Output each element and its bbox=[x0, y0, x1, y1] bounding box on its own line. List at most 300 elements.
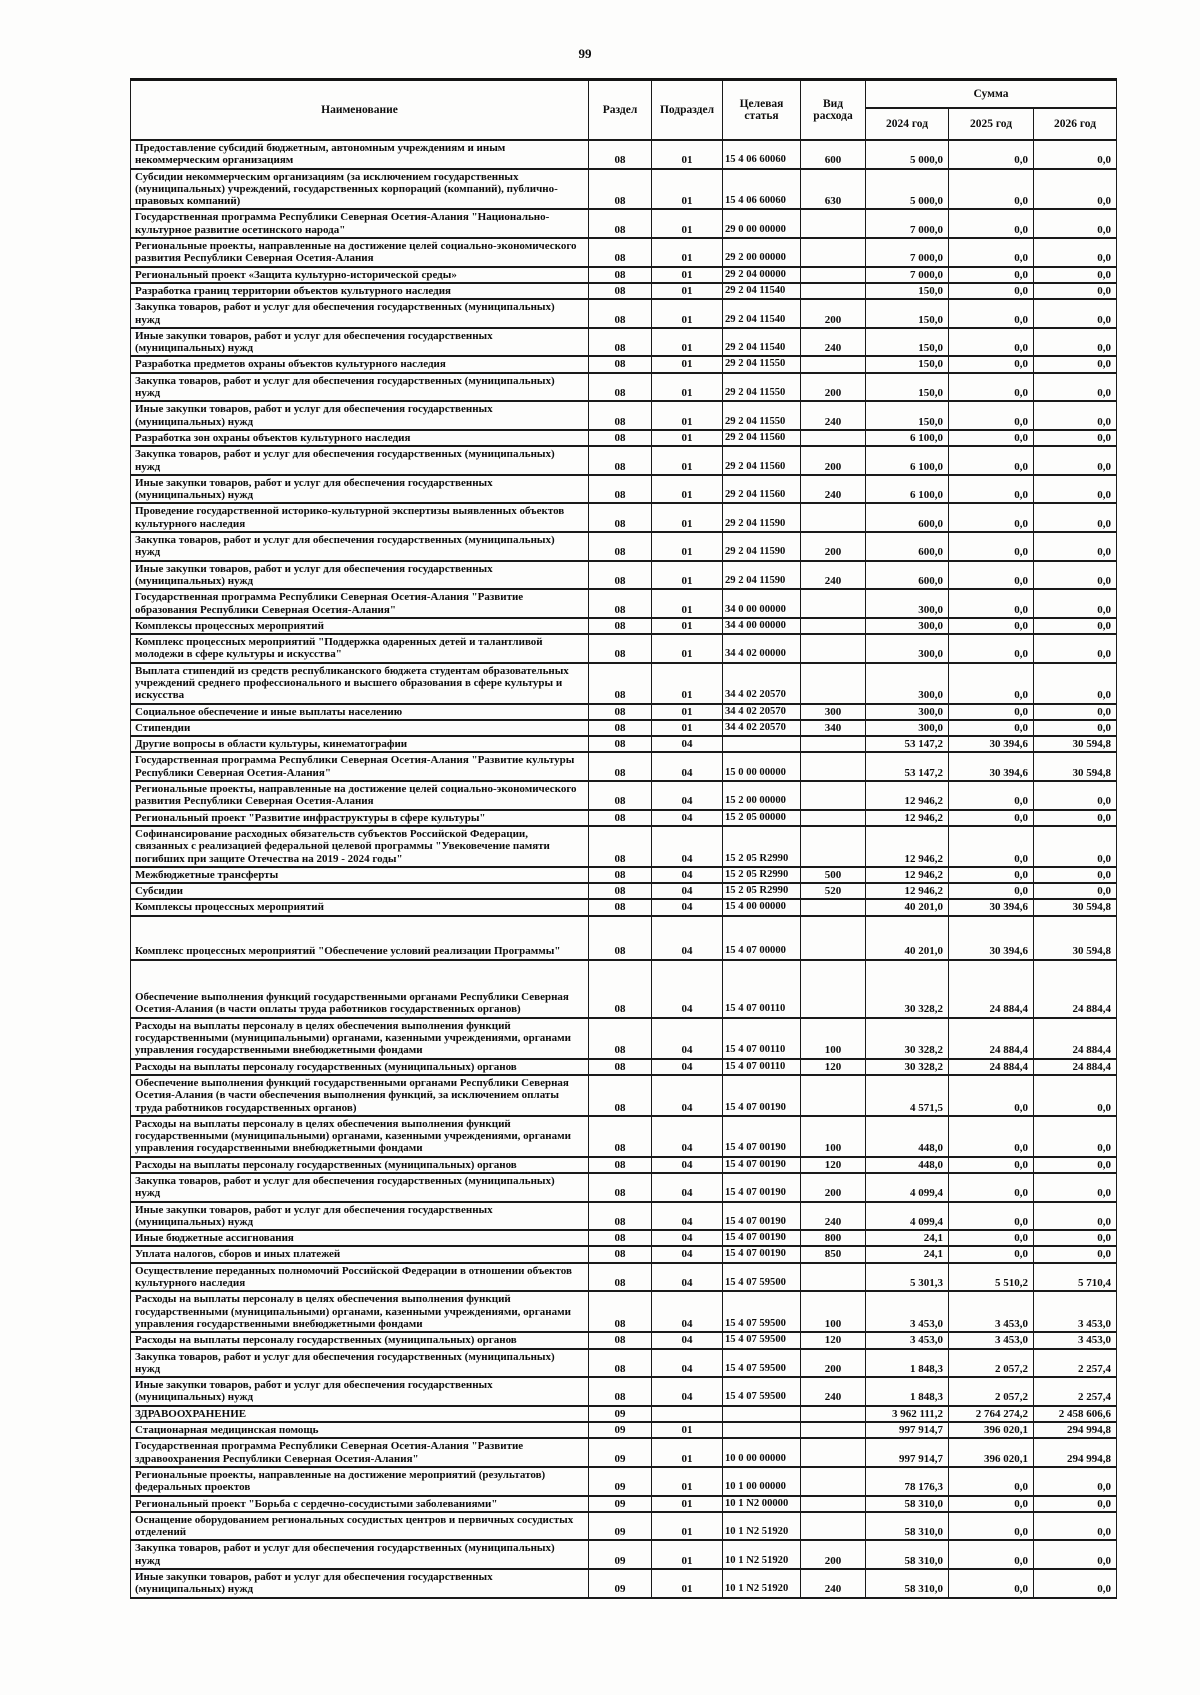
cell-target-article: 34 4 02 00000 bbox=[723, 634, 801, 663]
cell-expense-type bbox=[801, 826, 866, 867]
cell-target-article: 15 2 05 00000 bbox=[723, 810, 801, 826]
cell-target-article: 29 2 04 11590 bbox=[723, 532, 801, 561]
table-body bbox=[131, 140, 1117, 1598]
cell-sum-2026: 24 884,4 bbox=[1034, 1059, 1117, 1075]
cell-sum-2024: 12 946,2 bbox=[866, 883, 949, 899]
cell-podrazdel: 04 bbox=[652, 1377, 723, 1406]
table-row bbox=[131, 1496, 1117, 1512]
cell-sum-2024: 4 099,4 bbox=[866, 1173, 949, 1202]
cell-expense-type: 100 bbox=[801, 1291, 866, 1332]
cell-name: ЗДРАВООХРАНЕНИЕ bbox=[131, 1406, 589, 1422]
cell-expense-type: 240 bbox=[801, 401, 866, 430]
cell-name: Иные закупки товаров, работ и услуг для обеспечения государственных (муниципальных) нужд bbox=[131, 401, 589, 430]
cell-expense-type: 120 bbox=[801, 1157, 866, 1173]
cell-name: Закупка товаров, работ и услуг для обеспечения государственных (муниципальных) нужд bbox=[131, 299, 589, 328]
cell-razdel: 08 bbox=[589, 1332, 652, 1348]
table-row bbox=[131, 883, 1117, 899]
cell-expense-type: 300 bbox=[801, 704, 866, 720]
cell-sum-2024: 150,0 bbox=[866, 356, 949, 372]
cell-target-article: 15 2 05 R2990 bbox=[723, 826, 801, 867]
cell-sum-2026: 0,0 bbox=[1034, 1173, 1117, 1202]
cell-podrazdel: 01 bbox=[652, 299, 723, 328]
cell-sum-2024: 600,0 bbox=[866, 503, 949, 532]
cell-sum-2026: 0,0 bbox=[1034, 634, 1117, 663]
cell-target-article: 15 4 07 00000 bbox=[723, 916, 801, 960]
table-row bbox=[131, 475, 1117, 504]
cell-sum-2026: 0,0 bbox=[1034, 1540, 1117, 1569]
cell-expense-type bbox=[801, 356, 866, 372]
cell-sum-2026: 3 453,0 bbox=[1034, 1291, 1117, 1332]
cell-podrazdel: 01 bbox=[652, 140, 723, 169]
cell-podrazdel: 04 bbox=[652, 1075, 723, 1116]
cell-sum-2025: 2 764 274,2 bbox=[949, 1406, 1034, 1422]
table-row bbox=[131, 299, 1117, 328]
cell-name: Иные закупки товаров, работ и услуг для обеспечения государственных (муниципальных) нужд bbox=[131, 328, 589, 357]
cell-sum-2024: 3 962 111,2 bbox=[866, 1406, 949, 1422]
table-row bbox=[131, 209, 1117, 238]
cell-podrazdel: 01 bbox=[652, 238, 723, 267]
cell-target-article bbox=[723, 1406, 801, 1422]
cell-sum-2025: 0,0 bbox=[949, 810, 1034, 826]
cell-expense-type bbox=[801, 1263, 866, 1292]
cell-podrazdel: 01 bbox=[652, 446, 723, 475]
cell-podrazdel: 04 bbox=[652, 826, 723, 867]
cell-name: Региональные проекты, направленные на достижение целей социально-экономического развития Республики Северная Осетия-Алания bbox=[131, 238, 589, 267]
cell-sum-2026: 3 453,0 bbox=[1034, 1332, 1117, 1348]
cell-expense-type: 100 bbox=[801, 1116, 866, 1157]
cell-sum-2026: 0,0 bbox=[1034, 1075, 1117, 1116]
cell-sum-2025: 0,0 bbox=[949, 356, 1034, 372]
cell-name: Софинансирование расходных обязательств субъектов Российской Федерации, связанных с реализацией федеральной целевой программы "Увековечение памяти погибших при защите Отечества на 2019 - 2024 годы" bbox=[131, 826, 589, 867]
cell-target-article: 29 2 04 11540 bbox=[723, 328, 801, 357]
page-number: 99 bbox=[578, 46, 592, 61]
cell-sum-2026: 0,0 bbox=[1034, 1467, 1117, 1496]
cell-expense-type bbox=[801, 960, 866, 1018]
cell-podrazdel: 01 bbox=[652, 430, 723, 446]
cell-sum-2026: 0,0 bbox=[1034, 169, 1117, 210]
table-row bbox=[131, 446, 1117, 475]
cell-sum-2024: 12 946,2 bbox=[866, 781, 949, 810]
cell-podrazdel: 04 bbox=[652, 1349, 723, 1378]
cell-razdel: 08 bbox=[589, 475, 652, 504]
cell-name: Иные закупки товаров, работ и услуг для обеспечения государственных (муниципальных) нужд bbox=[131, 1202, 589, 1231]
cell-sum-2026: 0,0 bbox=[1034, 140, 1117, 169]
cell-name: Государственная программа Республики Северная Осетия-Алания "Развитие образования Республики Северная Осетия-Алания" bbox=[131, 589, 589, 618]
cell-expense-type bbox=[801, 267, 866, 283]
cell-podrazdel: 04 bbox=[652, 1332, 723, 1348]
table-row bbox=[131, 1230, 1117, 1246]
cell-target-article: 34 4 02 20570 bbox=[723, 663, 801, 704]
table-row bbox=[131, 634, 1117, 663]
cell-podrazdel: 04 bbox=[652, 1173, 723, 1202]
cell-razdel: 08 bbox=[589, 169, 652, 210]
cell-expense-type bbox=[801, 1467, 866, 1496]
cell-sum-2024: 448,0 bbox=[866, 1157, 949, 1173]
cell-podrazdel: 01 bbox=[652, 720, 723, 736]
cell-razdel: 08 bbox=[589, 1157, 652, 1173]
cell-sum-2024: 150,0 bbox=[866, 328, 949, 357]
cell-expense-type: 240 bbox=[801, 1377, 866, 1406]
cell-podrazdel: 04 bbox=[652, 1018, 723, 1059]
table-row bbox=[131, 736, 1117, 752]
cell-sum-2025: 0,0 bbox=[949, 1173, 1034, 1202]
cell-razdel: 08 bbox=[589, 663, 652, 704]
cell-sum-2025: 0,0 bbox=[949, 430, 1034, 446]
cell-name: Оснащение оборудованием региональных сосудистых центров и первичных сосудистых отделений bbox=[131, 1512, 589, 1541]
cell-sum-2025: 0,0 bbox=[949, 1540, 1034, 1569]
cell-target-article: 29 2 04 11550 bbox=[723, 373, 801, 402]
cell-sum-2025: 0,0 bbox=[949, 1512, 1034, 1541]
cell-sum-2024: 24,1 bbox=[866, 1230, 949, 1246]
cell-sum-2024: 30 328,2 bbox=[866, 960, 949, 1018]
cell-razdel: 09 bbox=[589, 1496, 652, 1512]
cell-expense-type: 630 bbox=[801, 169, 866, 210]
cell-sum-2024: 997 914,7 bbox=[866, 1438, 949, 1467]
cell-podrazdel: 01 bbox=[652, 1496, 723, 1512]
cell-expense-type bbox=[801, 1496, 866, 1512]
cell-name: Субсидии некоммерческим организациям (за исключением государственных (муниципальных) учреждений, государственных корпораций (компаний), публично-правовых компаний) bbox=[131, 169, 589, 210]
cell-target-article: 29 2 04 11560 bbox=[723, 430, 801, 446]
cell-sum-2026: 0,0 bbox=[1034, 1157, 1117, 1173]
cell-target-article: 29 2 04 11560 bbox=[723, 446, 801, 475]
cell-razdel: 08 bbox=[589, 736, 652, 752]
cell-name: Субсидии bbox=[131, 883, 589, 899]
cell-sum-2026: 2 257,4 bbox=[1034, 1377, 1117, 1406]
cell-target-article: 29 2 04 11550 bbox=[723, 401, 801, 430]
cell-razdel: 08 bbox=[589, 1263, 652, 1292]
cell-sum-2025: 0,0 bbox=[949, 328, 1034, 357]
cell-razdel: 08 bbox=[589, 618, 652, 634]
cell-expense-type: 200 bbox=[801, 1173, 866, 1202]
cell-name: Комплекс процессных мероприятий "Обеспечение условий реализации Программы" bbox=[131, 916, 589, 960]
cell-name: Стипендии bbox=[131, 720, 589, 736]
cell-sum-2025: 0,0 bbox=[949, 826, 1034, 867]
cell-razdel: 09 bbox=[589, 1422, 652, 1438]
cell-podrazdel: 01 bbox=[652, 1569, 723, 1598]
table-row bbox=[131, 1291, 1117, 1332]
table-header bbox=[131, 80, 1117, 141]
cell-name: Расходы на выплаты персоналу государственных (муниципальных) органов bbox=[131, 1157, 589, 1173]
cell-target-article: 29 2 04 11590 bbox=[723, 561, 801, 590]
cell-podrazdel: 04 bbox=[652, 781, 723, 810]
cell-podrazdel: 04 bbox=[652, 810, 723, 826]
cell-expense-type bbox=[801, 589, 866, 618]
cell-razdel: 08 bbox=[589, 283, 652, 299]
cell-sum-2024: 30 328,2 bbox=[866, 1018, 949, 1059]
cell-target-article: 15 0 00 00000 bbox=[723, 752, 801, 781]
cell-expense-type bbox=[801, 781, 866, 810]
cell-target-article: 15 4 06 60060 bbox=[723, 140, 801, 169]
cell-podrazdel: 01 bbox=[652, 1540, 723, 1569]
table-row bbox=[131, 373, 1117, 402]
cell-expense-type bbox=[801, 238, 866, 267]
cell-expense-type: 600 bbox=[801, 140, 866, 169]
cell-razdel: 08 bbox=[589, 532, 652, 561]
cell-sum-2024: 7 000,0 bbox=[866, 238, 949, 267]
cell-expense-type: 240 bbox=[801, 561, 866, 590]
cell-sum-2024: 6 100,0 bbox=[866, 446, 949, 475]
cell-sum-2025: 0,0 bbox=[949, 618, 1034, 634]
cell-sum-2025: 0,0 bbox=[949, 1116, 1034, 1157]
cell-podrazdel: 04 bbox=[652, 1263, 723, 1292]
cell-sum-2024: 997 914,7 bbox=[866, 1422, 949, 1438]
cell-sum-2026: 5 710,4 bbox=[1034, 1263, 1117, 1292]
cell-expense-type: 200 bbox=[801, 299, 866, 328]
cell-razdel: 08 bbox=[589, 209, 652, 238]
cell-sum-2026: 0,0 bbox=[1034, 1202, 1117, 1231]
cell-podrazdel: 04 bbox=[652, 883, 723, 899]
cell-sum-2024: 58 310,0 bbox=[866, 1569, 949, 1598]
cell-expense-type: 200 bbox=[801, 1540, 866, 1569]
cell-razdel: 08 bbox=[589, 1230, 652, 1246]
cell-sum-2025: 0,0 bbox=[949, 1230, 1034, 1246]
cell-sum-2026: 0,0 bbox=[1034, 589, 1117, 618]
table-row bbox=[131, 1263, 1117, 1292]
cell-name: Государственная программа Республики Северная Осетия-Алания "Развитие культуры Республики Северная Осетия-Алания" bbox=[131, 752, 589, 781]
cell-sum-2024: 150,0 bbox=[866, 283, 949, 299]
cell-name: Закупка товаров, работ и услуг для обеспечения государственных (муниципальных) нужд bbox=[131, 1349, 589, 1378]
cell-sum-2024: 3 453,0 bbox=[866, 1332, 949, 1348]
cell-name: Комплексы процессных мероприятий bbox=[131, 899, 589, 915]
header-year-2024: 2024 год bbox=[866, 108, 949, 140]
cell-expense-type: 200 bbox=[801, 532, 866, 561]
cell-sum-2024: 78 176,3 bbox=[866, 1467, 949, 1496]
cell-podrazdel: 04 bbox=[652, 736, 723, 752]
cell-expense-type: 520 bbox=[801, 883, 866, 899]
cell-sum-2026: 294 994,8 bbox=[1034, 1422, 1117, 1438]
cell-razdel: 08 bbox=[589, 1246, 652, 1262]
cell-sum-2025: 24 884,4 bbox=[949, 1018, 1034, 1059]
cell-podrazdel: 01 bbox=[652, 561, 723, 590]
cell-sum-2026: 30 594,8 bbox=[1034, 752, 1117, 781]
cell-target-article: 15 4 06 60060 bbox=[723, 169, 801, 210]
cell-razdel: 08 bbox=[589, 446, 652, 475]
cell-expense-type: 240 bbox=[801, 328, 866, 357]
cell-target-article: 15 4 07 00190 bbox=[723, 1116, 801, 1157]
cell-sum-2025: 24 884,4 bbox=[949, 960, 1034, 1018]
cell-expense-type: 240 bbox=[801, 475, 866, 504]
cell-name: Разработка границ территории объектов культурного наследия bbox=[131, 283, 589, 299]
cell-sum-2024: 3 453,0 bbox=[866, 1291, 949, 1332]
table-row bbox=[131, 826, 1117, 867]
cell-target-article: 29 2 00 00000 bbox=[723, 238, 801, 267]
cell-sum-2026: 0,0 bbox=[1034, 867, 1117, 883]
cell-razdel: 08 bbox=[589, 589, 652, 618]
cell-target-article: 29 2 04 11540 bbox=[723, 299, 801, 328]
cell-sum-2026: 294 994,8 bbox=[1034, 1438, 1117, 1467]
cell-target-article: 10 1 N2 00000 bbox=[723, 1496, 801, 1512]
cell-podrazdel: 01 bbox=[652, 663, 723, 704]
cell-sum-2024: 1 848,3 bbox=[866, 1349, 949, 1378]
cell-sum-2024: 1 848,3 bbox=[866, 1377, 949, 1406]
cell-name: Иные закупки товаров, работ и услуг для обеспечения государственных (муниципальных) нужд bbox=[131, 1569, 589, 1598]
cell-podrazdel: 01 bbox=[652, 475, 723, 504]
cell-razdel: 09 bbox=[589, 1512, 652, 1541]
cell-razdel: 09 bbox=[589, 1406, 652, 1422]
table-row bbox=[131, 781, 1117, 810]
cell-sum-2024: 12 946,2 bbox=[866, 826, 949, 867]
cell-expense-type bbox=[801, 430, 866, 446]
cell-sum-2024: 600,0 bbox=[866, 561, 949, 590]
cell-sum-2025: 0,0 bbox=[949, 704, 1034, 720]
cell-expense-type: 200 bbox=[801, 1349, 866, 1378]
cell-name: Другие вопросы в области культуры, кинематографии bbox=[131, 736, 589, 752]
cell-sum-2025: 0,0 bbox=[949, 1202, 1034, 1231]
table-row bbox=[131, 1569, 1117, 1598]
cell-name: Проведение государственной историко-культурной экспертизы выявленных объектов культурного наследия bbox=[131, 503, 589, 532]
cell-name: Государственная программа Республики Северная Осетия-Алания "Развитие здравоохранения Республики Северная Осетия-Алания" bbox=[131, 1438, 589, 1467]
table-row bbox=[131, 867, 1117, 883]
cell-sum-2024: 5 000,0 bbox=[866, 140, 949, 169]
cell-sum-2025: 30 394,6 bbox=[949, 916, 1034, 960]
cell-sum-2024: 300,0 bbox=[866, 663, 949, 704]
table-row bbox=[131, 401, 1117, 430]
cell-razdel: 08 bbox=[589, 1075, 652, 1116]
table-row bbox=[131, 1332, 1117, 1348]
cell-name: Расходы на выплаты персоналу в целях обеспечения выполнения функций государственными (муниципальными) органами, казенными учреждениями, органами управления государственными внебюджетными фондами bbox=[131, 1018, 589, 1059]
cell-target-article: 10 1 00 00000 bbox=[723, 1467, 801, 1496]
cell-razdel: 08 bbox=[589, 267, 652, 283]
cell-podrazdel: 04 bbox=[652, 899, 723, 915]
cell-sum-2024: 150,0 bbox=[866, 401, 949, 430]
cell-podrazdel: 04 bbox=[652, 916, 723, 960]
cell-expense-type: 850 bbox=[801, 1246, 866, 1262]
cell-target-article bbox=[723, 1422, 801, 1438]
cell-sum-2025: 0,0 bbox=[949, 209, 1034, 238]
cell-expense-type bbox=[801, 618, 866, 634]
cell-sum-2025: 2 057,2 bbox=[949, 1349, 1034, 1378]
cell-sum-2024: 300,0 bbox=[866, 618, 949, 634]
cell-name: Иные бюджетные ассигнования bbox=[131, 1230, 589, 1246]
cell-sum-2026: 0,0 bbox=[1034, 328, 1117, 357]
cell-name: Расходы на выплаты персоналу в целях обеспечения выполнения функций государственными (муниципальными) органами, казенными учреждениями, органами управления государственными внебюджетными фондами bbox=[131, 1116, 589, 1157]
header-sum: Сумма bbox=[866, 80, 1117, 109]
cell-expense-type bbox=[801, 1406, 866, 1422]
cell-target-article: 15 4 07 59500 bbox=[723, 1332, 801, 1348]
cell-razdel: 08 bbox=[589, 140, 652, 169]
cell-sum-2025: 3 453,0 bbox=[949, 1291, 1034, 1332]
table-row bbox=[131, 1116, 1117, 1157]
cell-sum-2026: 0,0 bbox=[1034, 373, 1117, 402]
table-row bbox=[131, 1246, 1117, 1262]
cell-sum-2026: 30 594,8 bbox=[1034, 899, 1117, 915]
table-row bbox=[131, 267, 1117, 283]
cell-podrazdel: 01 bbox=[652, 328, 723, 357]
table-row bbox=[131, 960, 1117, 1018]
table-row bbox=[131, 618, 1117, 634]
cell-sum-2025: 396 020,1 bbox=[949, 1422, 1034, 1438]
table-row bbox=[131, 328, 1117, 357]
cell-razdel: 08 bbox=[589, 1018, 652, 1059]
cell-razdel: 09 bbox=[589, 1467, 652, 1496]
cell-expense-type: 120 bbox=[801, 1059, 866, 1075]
cell-razdel: 09 bbox=[589, 1540, 652, 1569]
cell-name: Обеспечение выполнения функций государственными органами Республики Северная Осетия-Алания (в части обеспечения выполнения функций, за исключением оплаты труда работников государственных органов) bbox=[131, 1075, 589, 1116]
cell-expense-type bbox=[801, 752, 866, 781]
cell-expense-type bbox=[801, 663, 866, 704]
cell-name: Межбюджетные трансферты bbox=[131, 867, 589, 883]
cell-sum-2026: 0,0 bbox=[1034, 430, 1117, 446]
cell-expense-type bbox=[801, 634, 866, 663]
cell-sum-2024: 12 946,2 bbox=[866, 810, 949, 826]
cell-podrazdel: 04 bbox=[652, 867, 723, 883]
cell-target-article: 29 2 04 11590 bbox=[723, 503, 801, 532]
cell-razdel: 08 bbox=[589, 1377, 652, 1406]
cell-sum-2026: 2 458 606,6 bbox=[1034, 1406, 1117, 1422]
cell-podrazdel: 01 bbox=[652, 209, 723, 238]
cell-target-article: 15 2 00 00000 bbox=[723, 781, 801, 810]
cell-sum-2024: 6 100,0 bbox=[866, 475, 949, 504]
cell-sum-2024: 150,0 bbox=[866, 299, 949, 328]
cell-target-article: 15 4 07 59500 bbox=[723, 1263, 801, 1292]
cell-sum-2026: 0,0 bbox=[1034, 883, 1117, 899]
cell-target-article: 15 2 05 R2990 bbox=[723, 867, 801, 883]
cell-sum-2025: 0,0 bbox=[949, 475, 1034, 504]
cell-sum-2025: 30 394,6 bbox=[949, 736, 1034, 752]
cell-podrazdel: 01 bbox=[652, 267, 723, 283]
table-row bbox=[131, 1173, 1117, 1202]
cell-target-article: 15 4 07 00190 bbox=[723, 1173, 801, 1202]
cell-sum-2024: 7 000,0 bbox=[866, 267, 949, 283]
cell-sum-2026: 0,0 bbox=[1034, 1512, 1117, 1541]
cell-name: Региональный проект "Борьба с сердечно-сосудистыми заболеваниями" bbox=[131, 1496, 589, 1512]
header-podrazdel: Подраздел bbox=[652, 80, 723, 141]
cell-podrazdel bbox=[652, 1406, 723, 1422]
cell-razdel: 08 bbox=[589, 810, 652, 826]
cell-sum-2024: 6 100,0 bbox=[866, 430, 949, 446]
table-row bbox=[131, 238, 1117, 267]
cell-name: Иные закупки товаров, работ и услуг для обеспечения государственных (муниципальных) нужд bbox=[131, 475, 589, 504]
table-row bbox=[131, 589, 1117, 618]
cell-razdel: 08 bbox=[589, 883, 652, 899]
cell-razdel: 08 bbox=[589, 1059, 652, 1075]
cell-expense-type: 200 bbox=[801, 373, 866, 402]
cell-razdel: 08 bbox=[589, 867, 652, 883]
cell-sum-2024: 7 000,0 bbox=[866, 209, 949, 238]
cell-razdel: 08 bbox=[589, 1173, 652, 1202]
cell-razdel: 08 bbox=[589, 328, 652, 357]
cell-sum-2026: 2 257,4 bbox=[1034, 1349, 1117, 1378]
cell-podrazdel: 01 bbox=[652, 704, 723, 720]
cell-podrazdel: 01 bbox=[652, 1438, 723, 1467]
cell-sum-2026: 0,0 bbox=[1034, 663, 1117, 704]
cell-name: Иные закупки товаров, работ и услуг для обеспечения государственных (муниципальных) нужд bbox=[131, 561, 589, 590]
cell-podrazdel: 01 bbox=[652, 373, 723, 402]
cell-sum-2025: 0,0 bbox=[949, 720, 1034, 736]
cell-sum-2026: 0,0 bbox=[1034, 561, 1117, 590]
cell-sum-2024: 150,0 bbox=[866, 373, 949, 402]
cell-sum-2025: 30 394,6 bbox=[949, 899, 1034, 915]
cell-razdel: 08 bbox=[589, 238, 652, 267]
cell-target-article: 34 4 02 20570 bbox=[723, 704, 801, 720]
cell-target-article: 15 4 07 00190 bbox=[723, 1075, 801, 1116]
cell-razdel: 08 bbox=[589, 781, 652, 810]
cell-target-article: 34 4 00 00000 bbox=[723, 618, 801, 634]
table-row bbox=[131, 430, 1117, 446]
cell-target-article: 10 0 00 00000 bbox=[723, 1438, 801, 1467]
cell-sum-2024: 58 310,0 bbox=[866, 1496, 949, 1512]
cell-sum-2024: 4 571,5 bbox=[866, 1075, 949, 1116]
cell-sum-2024: 40 201,0 bbox=[866, 899, 949, 915]
table-row bbox=[131, 663, 1117, 704]
cell-sum-2024: 600,0 bbox=[866, 532, 949, 561]
table-row bbox=[131, 916, 1117, 960]
cell-sum-2025: 0,0 bbox=[949, 561, 1034, 590]
header-razdel: Раздел bbox=[589, 80, 652, 141]
cell-sum-2026: 0,0 bbox=[1034, 1496, 1117, 1512]
cell-expense-type: 120 bbox=[801, 1332, 866, 1348]
header-name: Наименование bbox=[131, 80, 589, 141]
